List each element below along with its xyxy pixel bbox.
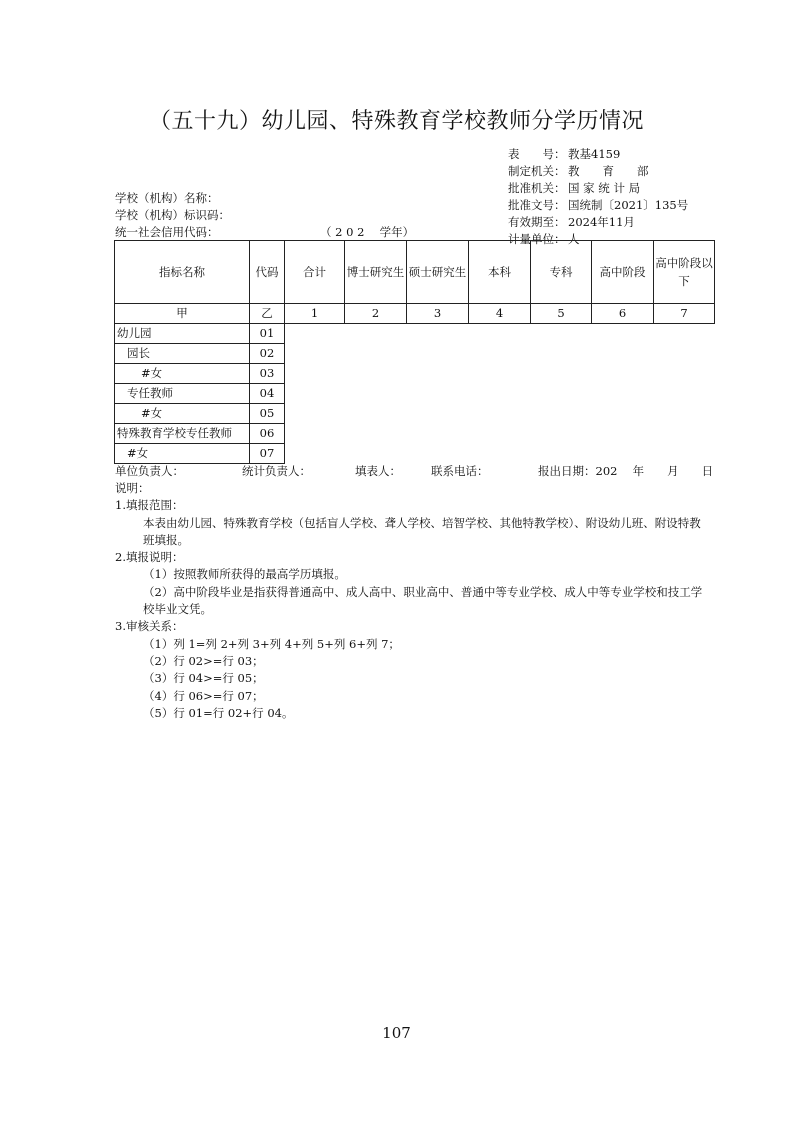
row-code: 04 xyxy=(250,384,285,404)
row-name: #女 xyxy=(115,444,250,464)
row-code: 01 xyxy=(250,324,285,344)
note-line: （3）行 04>=行 05； xyxy=(143,671,264,686)
column-header: 博士研究生 xyxy=(345,241,407,304)
meta-value: 国统制〔2021〕135号 xyxy=(568,198,689,212)
table-row xyxy=(115,324,715,344)
column-header: 高中阶段以下 xyxy=(654,241,715,304)
row-code: 05 xyxy=(250,404,285,424)
meta-line xyxy=(508,163,649,180)
note-line: （2）高中阶段毕业是指获得普通高中、成人高中、职业高中、普通中等专业学校、成人中等专业学校和技工学校毕业文凭。 xyxy=(143,584,703,617)
row-code: 07 xyxy=(250,444,285,464)
unit-head-label: 单位负责人： xyxy=(115,464,184,478)
stat-head-label: 统计负责人： xyxy=(242,464,311,478)
column-index: 4 xyxy=(469,304,531,324)
meta-key: 表 号： xyxy=(508,147,566,161)
column-header: 代码 xyxy=(250,241,285,304)
row-name: 特殊教育学校专任教师 xyxy=(115,424,250,444)
row-name: 幼儿园 xyxy=(115,324,250,344)
note-line: 2.填报说明： xyxy=(115,550,184,565)
column-index: 甲 xyxy=(115,304,250,324)
index-row xyxy=(115,304,715,324)
column-index: 5 xyxy=(531,304,592,324)
school-name-label: 学校（机构）名称： xyxy=(115,191,219,205)
school-year: （ 2 0 2 学年） xyxy=(320,225,415,239)
note-line: 3.审核关系： xyxy=(115,619,184,634)
notes-section xyxy=(115,480,705,722)
column-index: 3 xyxy=(407,304,469,324)
note-line: （1）按照教师所获得的最高学历填报。 xyxy=(143,567,346,582)
meta-key: 批准文号： xyxy=(508,198,566,212)
meta-value: 教基4159 xyxy=(568,147,621,161)
column-header: 本科 xyxy=(469,241,531,304)
note-line: （2）行 02>=行 03； xyxy=(143,653,264,668)
note-line: 本表由幼儿园、特殊教育学校（包括盲人学校、聋人学校、培智学校、其他特教学校）、附设幼儿班、附设特教班填报。 xyxy=(143,515,701,547)
report-date-label: 报出日期：202 年 月 日 xyxy=(538,464,714,478)
meta-line xyxy=(508,197,688,214)
column-index: 6 xyxy=(592,304,654,324)
row-name: 园长 xyxy=(115,344,250,364)
note-line: （5）行 01=行 02+行 04。 xyxy=(143,705,294,720)
row-code: 06 xyxy=(250,424,285,444)
row-code: 02 xyxy=(250,344,285,364)
column-header: 指标名称 xyxy=(115,241,250,304)
data-area xyxy=(285,324,715,464)
row-name: #女 xyxy=(115,364,250,384)
row-name: 专任教师 xyxy=(115,384,250,404)
meta-value: 国 家 统 计 局 xyxy=(568,181,641,195)
column-header: 专科 xyxy=(531,241,592,304)
teacher-education-table xyxy=(114,240,715,464)
page-number: 107 xyxy=(382,1024,411,1042)
filler-label: 填表人： xyxy=(355,464,401,478)
meta-key: 计量单位： xyxy=(508,232,566,246)
row-name: #女 xyxy=(115,404,250,424)
column-header: 硕士研究生 xyxy=(407,241,469,304)
column-index: 2 xyxy=(345,304,407,324)
column-index: 乙 xyxy=(250,304,285,324)
column-index: 7 xyxy=(654,304,715,324)
meta-key: 制定机关： xyxy=(508,164,566,178)
column-header: 合计 xyxy=(285,241,345,304)
meta-line xyxy=(508,214,635,231)
row-code: 03 xyxy=(250,364,285,384)
meta-key: 有效期至： xyxy=(508,215,566,229)
meta-line xyxy=(508,180,640,197)
note-line: 说明： xyxy=(115,481,150,495)
credit-code-label: 统一社会信用代码： xyxy=(115,225,219,239)
meta-value: 教 育 部 xyxy=(568,164,649,178)
phone-label: 联系电话： xyxy=(431,464,489,478)
school-id-label: 学校（机构）标识码： xyxy=(115,208,230,222)
note-line: （1）列 1=列 2+列 3+列 4+列 5+列 6+列 7； xyxy=(143,636,400,651)
meta-value: 2024年11月 xyxy=(568,215,635,229)
page-title: （五十九）幼儿园、特殊教育学校教师分学历情况 xyxy=(148,109,644,134)
header-row xyxy=(115,241,715,304)
note-line: 1.填报范围： xyxy=(115,498,184,513)
meta-value: 人 xyxy=(568,232,580,246)
column-header: 高中阶段 xyxy=(592,241,654,304)
column-index: 1 xyxy=(285,304,345,324)
meta-line xyxy=(508,146,620,163)
note-line: （4）行 06>=行 07； xyxy=(143,688,264,703)
meta-key: 批准机关： xyxy=(508,181,566,195)
